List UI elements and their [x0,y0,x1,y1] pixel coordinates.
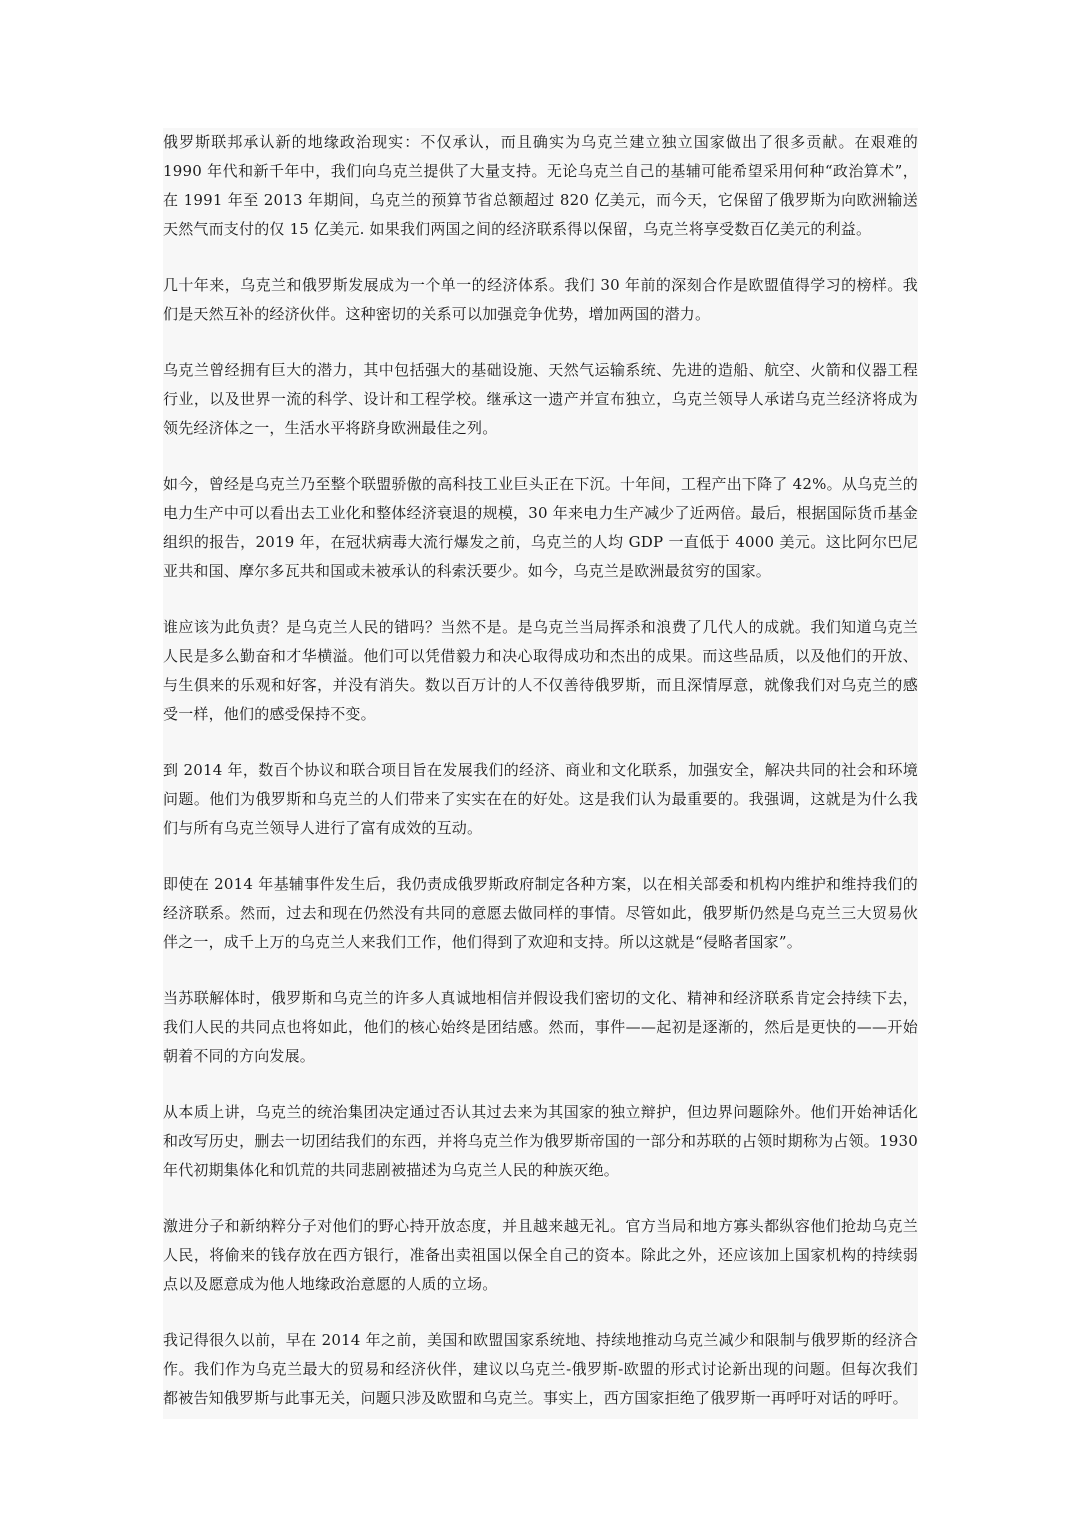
paragraph-6: 到 2014 年，数百个协议和联合项目旨在发展我们的经济、商业和文化联系，加强安全，解决共同的社会和环境问题。他们为俄罗斯和乌克兰的人们带来了实实在在的好处。这是我们认为最重要的。我强调，这就是为什么我们与所有乌克兰领导人进行了富有成效的互动。 [163,761,918,837]
paragraph-10: 激进分子和新纳粹分子对他们的野心持开放态度，并且越来越无礼。官方当局和地方寡头都纵容他们抢劫乌克兰人民，将偷来的钱存放在西方银行，准备出卖祖国以保全自己的资本。除此之外，还应该加上国家机构的持续弱点以及愿意成为他人地缘政治意愿的人质的立场。 [163,1217,918,1293]
paragraph-2: 几十年来，乌克兰和俄罗斯发展成为一个单一的经济体系。我们 30 年前的深刻合作是欧盟值得学习的榜样。我们是天然互补的经济伙伴。这种密切的关系可以加强竞争优势，增加两国的潜力。 [163,276,918,323]
article-body [163,128,918,1419]
paragraph-11: 我记得很久以前，早在 2014 年之前，美国和欧盟国家系统地、持续地推动乌克兰减少和限制与俄罗斯的经济合作。我们作为乌克兰最大的贸易和经济伙伴，建议以乌克兰-俄罗斯-欧盟的形式讨论新出现的问题。但每次我们都被告知俄罗斯与此事无关，问题只涉及欧盟和乌克兰。事实上，西方国家拒绝了俄罗斯一再呼吁对话的呼吁。 [163,1331,918,1407]
paragraph-9: 从本质上讲，乌克兰的统治集团决定通过否认其过去来为其国家的独立辩护，但边界问题除外。他们开始神话化和改写历史，删去一切团结我们的东西，并将乌克兰作为俄罗斯帝国的一部分和苏联的占领时期称为占领。1930 年代初期集体化和饥荒的共同悲剧被描述为乌克兰人民的种族灭绝。 [163,1103,918,1179]
paragraph-1: 俄罗斯联邦承认新的地缘政治现实：不仅承认，而且确实为乌克兰建立独立国家做出了很多贡献。在艰难的 1990 年代和新千年中，我们向乌克兰提供了大量支持。无论乌克兰自己的基辅可能希望采用何种“政治算术”，在 1991 年至 2013 年期间，乌克兰的预算节省总额超过 820 亿美元，而今天，它保留了俄罗斯为向欧洲输送天然气而支付的仅 15 亿美元. 如果我们两国之间的经济联系得以保留，乌克兰将享受数百亿美元的利益。 [163,133,918,238]
paragraph-7: 即使在 2014 年基辅事件发生后，我仍责成俄罗斯政府制定各种方案，以在相关部委和机构内维护和维持我们的经济联系。然而，过去和现在仍然没有共同的意愿去做同样的事情。尽管如此，俄罗斯仍然是乌克兰三大贸易伙伴之一，成千上万的乌克兰人来我们工作，他们得到了欢迎和支持。所以这就是“侵略者国家”。 [163,875,918,951]
paragraph-4: 如今，曾经是乌克兰乃至整个联盟骄傲的高科技工业巨头正在下沉。十年间，工程产出下降了 42%。从乌克兰的电力生产中可以看出去工业化和整体经济衰退的规模，30 年来电力生产减少了近两倍。最后，根据国际货币基金组织的报告，2019 年，在冠状病毒大流行爆发之前，乌克兰的人均 GDP 一直低于 4000 美元。这比阿尔巴尼亚共和国、摩尔多瓦共和国或未被承认的科索沃要少。如今，乌克兰是欧洲最贫穷的国家。 [163,475,918,580]
paragraph-8: 当苏联解体时，俄罗斯和乌克兰的许多人真诚地相信并假设我们密切的文化、精神和经济联系肯定会持续下去，我们人民的共同点也将如此，他们的核心始终是团结感。然而，事件——起初是逐渐的，然后是更快的——开始朝着不同的方向发展。 [163,989,918,1065]
paragraph-3: 乌克兰曾经拥有巨大的潜力，其中包括强大的基础设施、天然气运输系统、先进的造船、航空、火箭和仪器工程行业，以及世界一流的科学、设计和工程学校。继承这一遗产并宣布独立，乌克兰领导人承诺乌克兰经济将成为领先经济体之一，生活水平将跻身欧洲最佳之列。 [163,361,918,437]
paragraph-5: 谁应该为此负责？是乌克兰人民的错吗？当然不是。是乌克兰当局挥杀和浪费了几代人的成就。我们知道乌克兰人民是多么勤奋和才华横溢。他们可以凭借毅力和决心取得成功和杰出的成果。而这些品质，以及他们的开放、与生俱来的乐观和好客，并没有消失。数以百万计的人不仅善待俄罗斯，而且深情厚意，就像我们对乌克兰的感受一样，他们的感受保持不变。 [163,618,918,723]
